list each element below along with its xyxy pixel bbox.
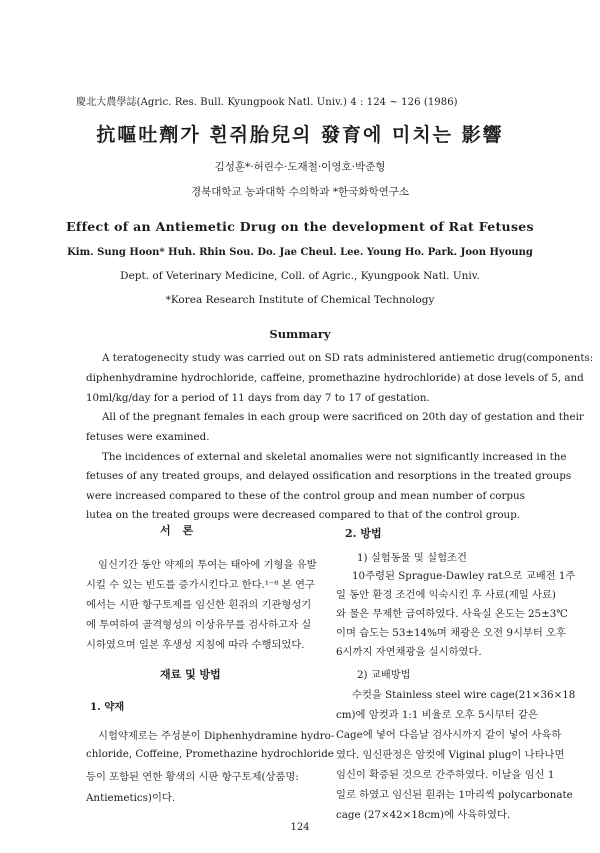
english-title: Effect of an Antiemetic Drug on the development of Rat Fetuses: [66, 219, 534, 234]
intro-line: 시하였으며 일본 후생성 지침에 따라 수행되었다.: [86, 639, 305, 651]
animals-line: 일 동안 환경 조건에 익숙시킨 후 사료(제일 사료): [336, 589, 556, 601]
animals-line: 6시까지 자연채광을 실시하였다.: [336, 646, 482, 658]
mating-line: Cage에 넣어 다음날 검사시까지 같이 넣어 사육하: [336, 729, 562, 741]
intro-line: 에 투여하여 골격형성의 이상유무를 검사하고자 실: [86, 619, 312, 631]
page-number: 124: [290, 822, 310, 833]
mating-line: cage (27×42×18cm)에 사육하였다.: [336, 809, 511, 821]
sub1-heading: 1. 약재: [90, 701, 125, 713]
intro-line: 에서는 시판 항구토제를 임신한 흰쥐의 기관형성기: [86, 599, 312, 611]
intro-line: 시킬 수 있는 빈도를 증가시킨다고 한다.¹⁻⁸ 본 연구: [86, 579, 315, 591]
english-affiliation-2: *Korea Research Institute of Chemical Technology: [165, 294, 435, 306]
drug-line: chloride, Coffeine, Promethazine hydrochloride: [86, 748, 334, 760]
methods-heading: 재료 및 방법: [160, 668, 221, 681]
summary-line: All of the pregnant females in each group were sacrificed on 20th day of gestation and their: [102, 411, 584, 423]
summary-line: lutea on the treated groups were decreased compared to that of the control group.: [86, 509, 521, 521]
animals-line: 이며 습도는 53±14%며 채광은 오전 9시부터 오후: [336, 627, 566, 639]
mating-line: 일로 하였고 임신된 흰쥐는 1마리씩 polycarbonate: [336, 789, 573, 801]
korean-authors: 김성훈*·허린수·도재철·이영호·박준형: [214, 161, 386, 173]
summary-heading: Summary: [269, 327, 331, 341]
sub-heading-animals: 1) 실험동물 및 실험조건: [357, 552, 467, 564]
summary-line: fetuses were examined.: [86, 431, 210, 443]
korean-title: 抗嘔吐劑가 흰쥐胎兒의 發育에 미치는 影響: [96, 124, 504, 146]
summary-line: A teratogenecity study was carried out on SD rats administered antiemetic drug(components:: [102, 352, 594, 364]
sub-heading-mating: 2) 교배방법: [357, 669, 411, 681]
english-affiliation: Dept. of Veterinary Medicine, Coll. of Agric., Kyungpook Natl. Univ.: [120, 270, 480, 282]
animals-line: 와 물은 무제한 급여하였다. 사육실 온도는 25±3℃: [336, 608, 568, 620]
summary-line: were increased compared to these of the control group and mean number of corpus: [86, 490, 525, 502]
journal-citation: 慶北大農學誌(Agric. Res. Bull. Kyungpook Natl. Univ.) 4 : 124 ~ 126 (1986): [76, 97, 458, 108]
mating-line: cm)에 암컷과 1:1 비율로 오후 5시早터 같은: [336, 709, 538, 721]
drug-line: 등이 포함된 연한 황색의 시판 항구토제(상품명:: [86, 771, 299, 783]
english-authors: Kim. Sung Hoon* Huh. Rhin Sou. Do. Jae Cheul. Lee. Young Ho. Park. Joon Hyoung: [67, 247, 533, 258]
summary-line: fetuses of any treated groups, and delayed ossification and resorptions in the treated groups: [86, 470, 572, 482]
methods-subheading: 2. 방법: [345, 527, 382, 540]
intro-heading: 서 론: [160, 524, 198, 537]
animals-line: 10주령된 Sprague-Dawley rat으로 교배전 1주: [352, 570, 576, 582]
intro-line: 임신기간 동안 약제의 투여는 태아에 기형을 유발: [98, 559, 317, 571]
summary-line: The incidences of external and skeletal anomalies were not significantly increased in the: [102, 451, 567, 463]
mating-line: 임신이 확증된 것으로 간주하였다. 이날을 임신 1: [336, 769, 555, 781]
summary-line: 10ml/kg/day for a period of 11 days from day 7 to 17 of gestation.: [86, 392, 430, 404]
mating-line: 였다. 임신판정은 암컷에 Viginal plug이 나타나면: [336, 749, 565, 761]
drug-line: 시험약제로는 주성분이 Diphenhydramine hydro-: [98, 730, 335, 742]
summary-line: diphenhydramine hydrochloride, caffeine, promethazine hydrochloride) at dose levels of 5, and: [86, 372, 584, 384]
drug-line: Antiemetics)이다.: [86, 792, 176, 804]
mating-line: 수컷을 Stainless steel wire cage(21×36×18: [352, 689, 576, 701]
korean-affiliation: 경북대학교 농과대학 수의학과 *한국화학연구소: [190, 186, 410, 198]
